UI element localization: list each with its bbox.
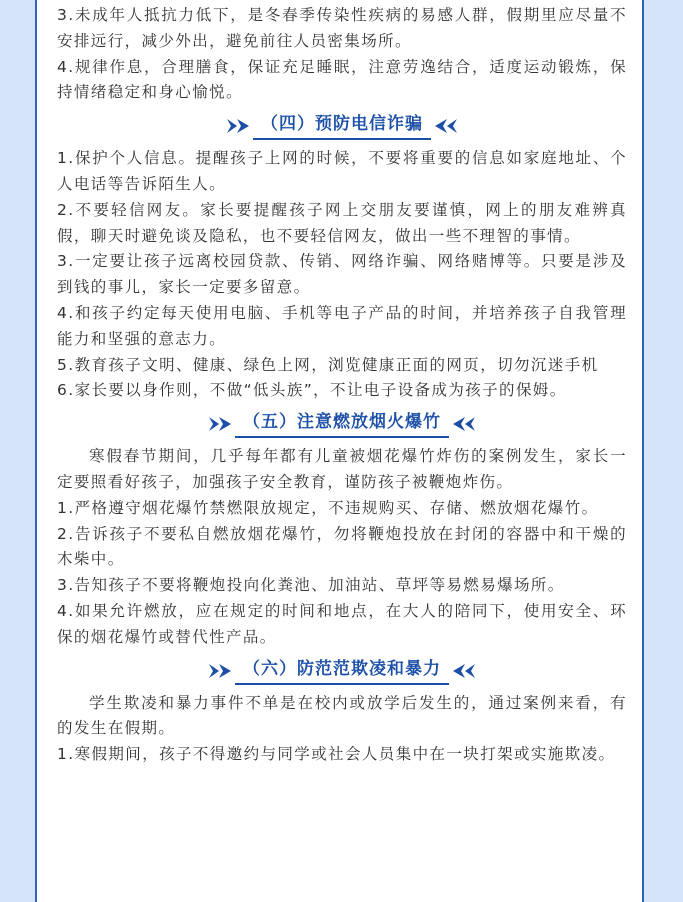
section3-item-3: 3.未成年人抵抗力低下，是冬春季传染性疾病的易感人群，假期里应尽量不安排远行，减少外出，避免前往人员密集场所。 (57, 6, 627, 50)
double-chevron-left-icon (449, 664, 475, 678)
double-chevron-left-icon (449, 417, 475, 431)
section5-item: 4.如果允许燃放，应在规定的时间和地点，在大人的陪同下，使用安全、环保的烟花爆竹或替代性产品。 (57, 601, 627, 646)
section5-title: （五）注意燃放烟火爆竹 (235, 410, 449, 438)
section5-item: 1.严格遵守烟花爆竹禁燃限放规定，不违规购买、存储、燃放烟花爆竹。 (57, 498, 599, 517)
section5-item: 3.告知孩子不要将鞭炮投向化粪池、加油站、草坪等易燃易爆场所。 (57, 576, 565, 595)
article-content (57, 3, 627, 768)
section4-item: 5.教育孩子文明、健康、绿色上网，浏览健康正面的网页，切勿沉迷手机 (57, 355, 599, 374)
section5-heading (57, 404, 627, 444)
section6-heading (57, 651, 627, 691)
section4-item: 4.和孩子约定每天使用电脑、手机等电子产品的时间，并培养孩子自我管理能力和坚强的意志力。 (57, 303, 627, 348)
section4-item: 3.一定要让孩子远离校园贷款、传销、网络诈骗、网络赌博等。只要是涉及到钱的事儿，家长一定要多留意。 (57, 252, 627, 297)
section6-title: （六）防范范欺凌和暴力 (235, 657, 449, 685)
article-frame (35, 0, 644, 902)
section4-item: 6.家长要以身作则，不做“低头族”，不让电子设备成为孩子的保姆。 (57, 381, 567, 400)
double-chevron-right-icon (209, 664, 235, 678)
section4-title: （四）预防电信诈骗 (253, 112, 431, 140)
section4-item: 2.不要轻信网友。家长要提醒孩子网上交朋友要谨慎，网上的朋友难辨真假，聊天时避免谈及隐私，也不要轻信网友，做出一些不理智的事情。 (57, 200, 627, 245)
double-chevron-left-icon (431, 119, 457, 133)
double-chevron-right-icon (209, 417, 235, 431)
double-chevron-right-icon (227, 119, 253, 133)
section4-heading (57, 106, 627, 146)
section4-item: 1.保护个人信息。提醒孩子上网的时候，不要将重要的信息如家庭地址、个人电话等告诉陌生人。 (57, 149, 627, 193)
section5-intro: 寒假春节期间，几乎每年都有儿童被烟花爆竹炸伤的案例发生，家长一定要照看好孩子，加强孩子安全教育，谨防孩子被鞭炮炸伤。 (57, 447, 627, 491)
section6-item: 1.寒假期间，孩子不得邀约与同学或社会人员集中在一块打架或实施欺凌。 (57, 745, 616, 764)
section6-intro: 学生欺凌和暴力事件不单是在校内或放学后发生的，通过案例来看，有的发生在假期。 (57, 693, 627, 738)
section5-item: 2.告诉孩子不要私自燃放烟花爆竹，勿将鞭炮投放在封闭的容器中和干燥的木柴中。 (57, 524, 627, 569)
section3-item-4: 4.规律作息，合理膳食，保证充足睡眠，注意劳逸结合，适度运动锻炼，保持情绪稳定和身心愉悦。 (57, 57, 627, 102)
